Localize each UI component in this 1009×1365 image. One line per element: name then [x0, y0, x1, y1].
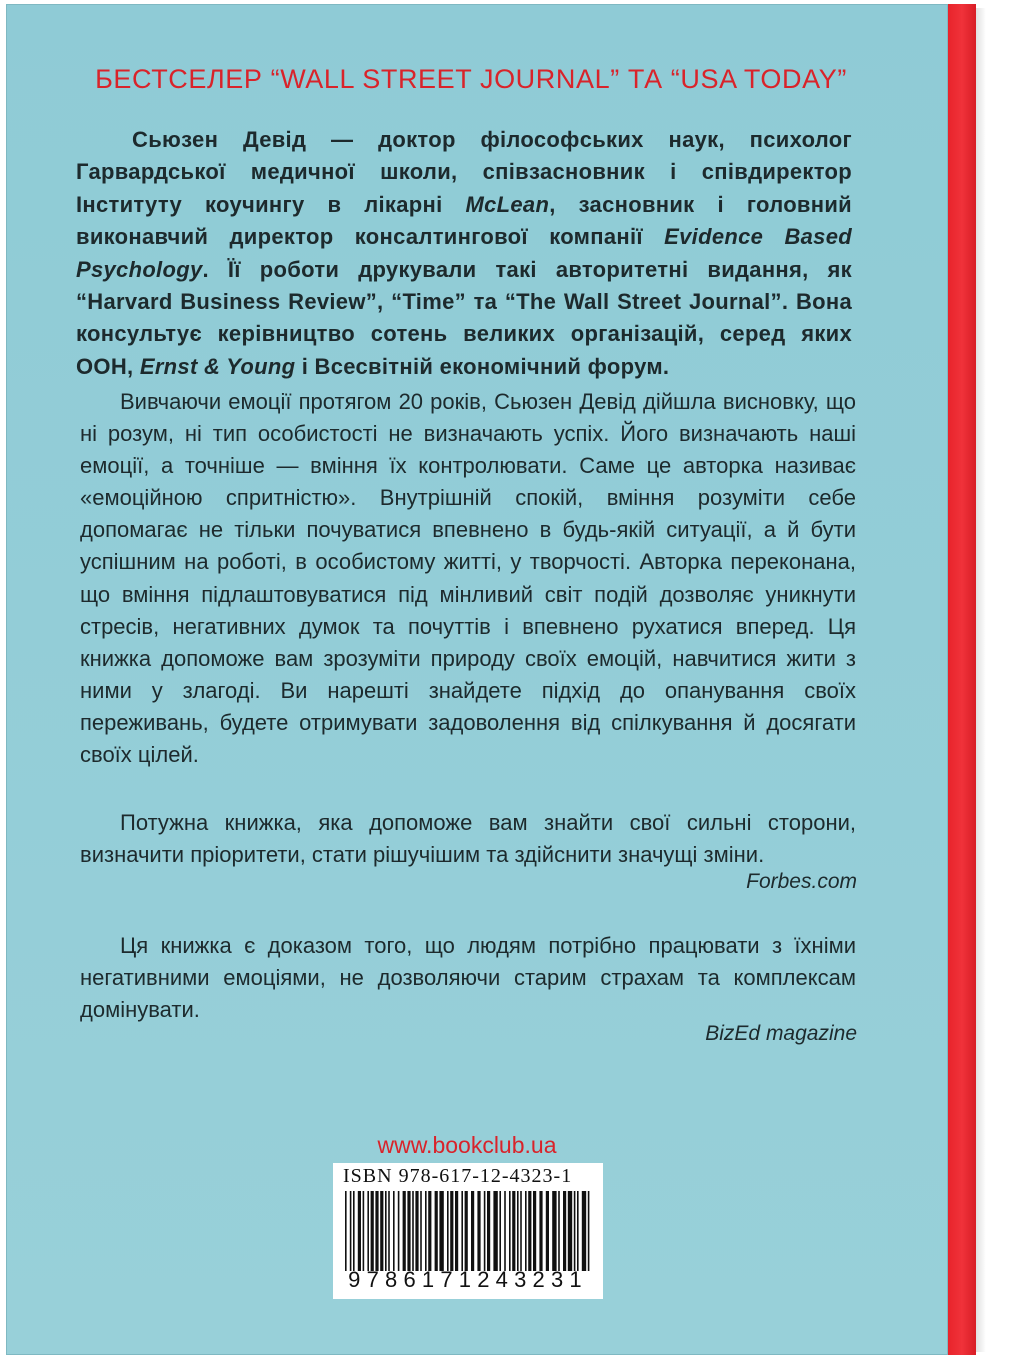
barcode-bar: [509, 1191, 511, 1271]
barcode-bar: [552, 1191, 556, 1271]
barcode-digits: 9786171243231: [348, 1267, 588, 1292]
barcode-bar: [393, 1191, 395, 1271]
barcode-bar: [450, 1191, 453, 1271]
review-quote-bized: Ця книжка є доказом того, що людям потрібно працювати з їхніми негативними емоціями, не дозволяючи старим страхам та комплексам домінувати.: [80, 933, 856, 1022]
barcode-bar: [350, 1191, 352, 1271]
barcode-bar: [367, 1191, 369, 1271]
isbn-barcode-block: [333, 1163, 603, 1299]
barcode-bar: [539, 1191, 542, 1271]
barcode-bar: [546, 1191, 549, 1271]
barcode-bar: [375, 1191, 378, 1271]
barcode-bar: [461, 1191, 463, 1271]
barcode-bar: [415, 1191, 418, 1271]
barcode-bar: [455, 1191, 458, 1271]
review-source-bized: BizEd magazine: [705, 1022, 857, 1045]
barcode-bar: [487, 1191, 490, 1271]
barcode-bar: [499, 1191, 501, 1271]
barcode-bar: [435, 1191, 438, 1271]
bio-text-3: . Її роботи друкували такі авторитетні видання, як “Harvard Business Review”, “Time” та “The Wall Street Journal”. Вона консультує керівництво сотень великих організацій, серед яких ООН,: [76, 256, 852, 379]
barcode-bar: [420, 1191, 422, 1271]
barcode-bar: [484, 1191, 486, 1271]
barcode-bar: [577, 1191, 579, 1271]
barcode-bar: [353, 1191, 355, 1271]
review-source-forbes: Forbes.com: [746, 870, 857, 893]
barcode-bar: [380, 1191, 383, 1271]
book-description: Вивчаючи емоції протягом 20 років, Сьюзен Девід дійшла висновку, що ні розум, ні тип особистості не визначають успіх. Його визначають наші емоції, а точніше — вміння їх контролювати. Саме це авторка називає «емоційною спритністю». Внутрішній спокій, вміння розуміти себе допомагає не тільки почуватися впевнено в будь-якій ситуації, а й бути успішним на роботі, в особистому житті, у творчості. Авторка переконана, що вміння підлаштовуватися під мінливий світ подій дозволяє уникнути стресів, негативних думок та почуттів і впевнено рухатися вперед. Ця книжка допоможе вам зрозуміти природу своїх емоцій, навчитися жити з ними у злагоді. Ви нарешті знайдете підхід до опанування своїх переживань, будете отримувати задоволення від спілкування й досягати своїх цілей.: [80, 389, 856, 768]
barcode-bar: [398, 1191, 400, 1271]
bestseller-headline: БЕСТСЕЛЕР “WALL STREET JOURNAL” ТА “USA TODAY”: [95, 64, 847, 94]
barcode-bar: [439, 1191, 443, 1271]
barcode-bar: [558, 1191, 560, 1271]
barcode-bar: [533, 1191, 536, 1271]
red-spine-edge: [948, 4, 976, 1355]
barcode-bar: [588, 1191, 590, 1271]
barcode-bar: [412, 1191, 414, 1271]
barcode-bar: [447, 1191, 449, 1271]
barcode-bar: [385, 1191, 387, 1271]
barcode-bar: [493, 1191, 497, 1271]
barcode-bar: [582, 1191, 586, 1271]
isbn-label: ISBN 978-617-12-4323-1: [343, 1165, 573, 1187]
barcode-bar: [465, 1191, 468, 1271]
bio-text-2: , засновник і головний виконавчий директор консалтингової компанії: [76, 191, 852, 250]
review-quote-forbes: Потужна книжка, яка допоможе вам знайти свої сильні сторони, визначити пріоритети, стати рішучішим та здійснити значущі зміни.: [80, 810, 856, 867]
bio-text-4: і Всесвітній економічний форум.: [295, 353, 670, 379]
barcode-bar: [358, 1191, 361, 1271]
barcode-icon: [343, 1191, 595, 1271]
bio-mclean: McLean: [465, 191, 550, 217]
bio-text-1: Сьюзен Девід — доктор філософських наук, психолог Гарвардської медичної школи, співзасновник і співдиректор Інституту коучингу в лікарні: [76, 127, 852, 217]
bio-ebp: Evidence Based Psychology: [76, 224, 852, 282]
barcode-bar: [574, 1191, 576, 1271]
barcode-bar: [517, 1191, 519, 1271]
bio-ernst-young: Ernst & Young: [139, 353, 296, 379]
barcode-bar: [525, 1191, 527, 1271]
author-bio: [76, 124, 852, 383]
barcode-bar: [471, 1191, 474, 1271]
barcode-bar: [512, 1191, 515, 1271]
barcode-bar: [388, 1191, 390, 1271]
barcode-bar: [425, 1191, 427, 1271]
barcode-bar: [520, 1191, 522, 1271]
barcode-bar: [403, 1191, 406, 1271]
barcode-bar: [528, 1191, 531, 1271]
publisher-website: www.bookclub.ua: [377, 1132, 557, 1158]
barcode-bar: [477, 1191, 480, 1271]
barcode-bar: [428, 1191, 431, 1271]
cover-shadow: [976, 8, 986, 1352]
barcode-bar: [363, 1191, 365, 1271]
barcode-bar: [563, 1191, 566, 1271]
barcode-bar: [504, 1191, 506, 1271]
barcode-bar: [345, 1191, 347, 1271]
barcode-bar: [371, 1191, 374, 1271]
barcode-bar: [407, 1191, 410, 1271]
barcode-bar: [568, 1191, 572, 1271]
